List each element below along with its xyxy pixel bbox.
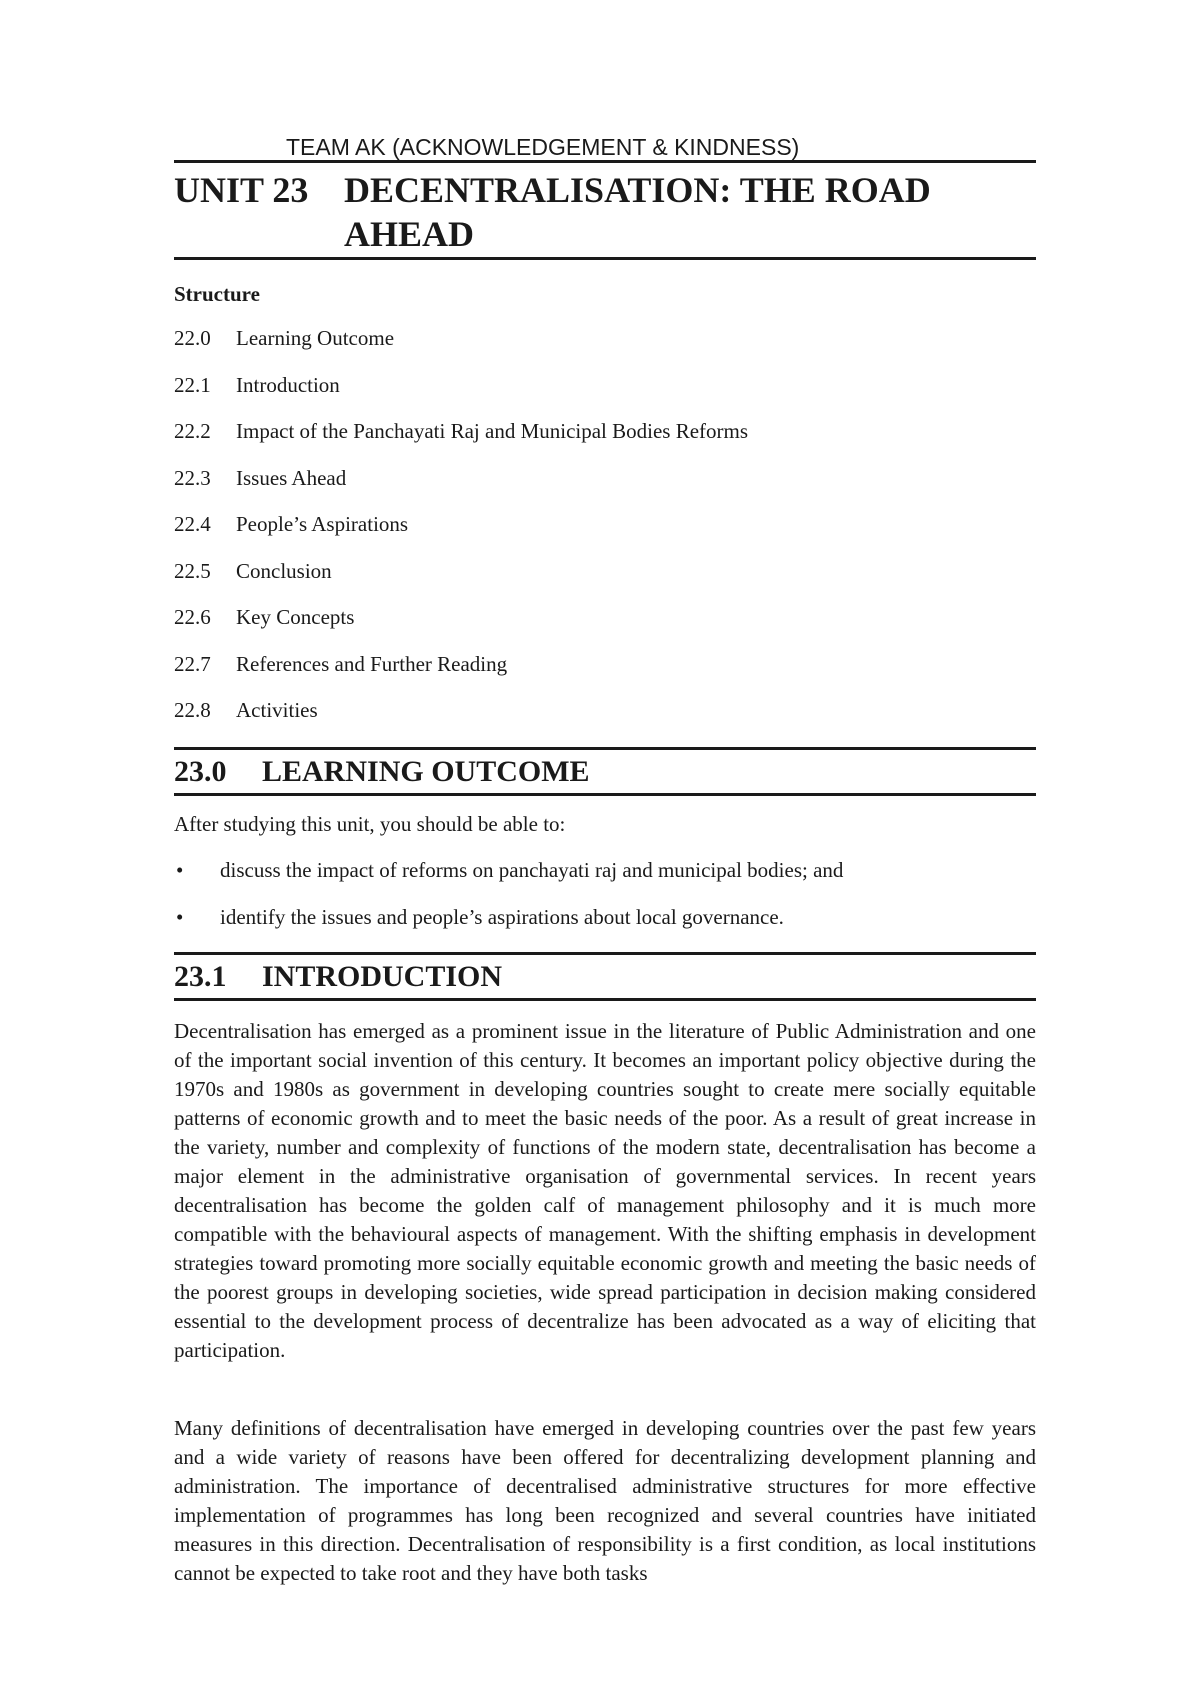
section-bottom-rule [174,793,1036,796]
structure-item-number: 22.2 [174,419,211,443]
section-title: INTRODUCTION [262,960,503,993]
section-top-rule [174,952,1036,955]
structure-heading: Structure [174,282,260,306]
introduction-paragraph: Many definitions of decentralisation have emerged in developing countries over the past few years and a wide variety of reasons have been offered for decentralizing development planning and administration. The importance of decentralised administrative structures for more effective implementation of programmes has long been recognized and several countries have initiated measures in this direction. Decentralisation of responsibility is a first condition, as local institutions cannot be expected to take root and they have both tasks [174,1416,1036,1585]
introduction-heading [174,958,502,996]
bullet-item: • identify the issues and people’s aspirations about local governance. [174,905,843,952]
structure-item [174,652,748,699]
structure-item-number: 22.1 [174,372,211,397]
section-number: 23.1 [174,960,227,993]
structure-item [174,512,748,559]
structure-item-number: 22.4 [174,512,211,536]
learning-outcome-bullets [174,858,843,952]
learning-outcome-intro: After studying this unit, you should be able to: [174,812,566,836]
structure-item [174,419,748,466]
structure-item-number: 22.0 [174,326,211,350]
structure-item-number: 22.3 [174,465,211,490]
structure-item-label: Conclusion [236,558,332,583]
structure-item-number: 22.7 [174,651,211,676]
learning-outcome-heading [174,753,590,791]
structure-item [174,466,748,513]
structure-item-label: Issues Ahead [236,465,347,490]
section-title: LEARNING OUTCOME [262,755,590,788]
section-top-rule [174,747,1036,750]
top-rule [174,160,1036,163]
structure-item [174,605,748,652]
structure-item-label: Activities [236,698,318,722]
bullet-item: • discuss the impact of reforms on panchayati raj and municipal bodies; and [174,858,843,905]
structure-item-number: 22.8 [174,698,211,722]
structure-list [174,326,748,745]
structure-item-label: Introduction [236,372,340,397]
structure-item-number: 22.5 [174,558,211,583]
structure-item-label: People’s Aspirations [236,512,409,536]
structure-item-label: Learning Outcome [236,326,395,350]
structure-item [174,698,748,745]
unit-number: UNIT 23 [174,170,309,210]
structure-item-number: 22.6 [174,605,211,629]
section-number: 23.0 [174,755,227,788]
introduction-paragraph: Decentralisation has emerged as a prominent issue in the literature of Public Administration and one of the important social invention of this century. It becomes an important policy objective during the 1970s and 1980s as government in developing countries sought to create mere socially equitable patterns of economic growth and to meet the basic needs of the poor. As a result of great increase in the variety, number and complexity of functions of the modern state, decentralisation has become a major element in the administrative organisation of governmental services. In recent years decentralisation has become the golden calf of management philosophy and it is much more compatible with the behavioural aspects of management. With the shifting emphasis in development strategies toward promoting more socially equitable economic growth and meeting the basic needs of the poorest groups in developing societies, wide spread participation in decision making considered essential to the development process of decentralize has been advocated as a way of eliciting that participation. [174,1019,1036,1362]
structure-item-label: Key Concepts [236,605,355,629]
structure-item-label: References and Further Reading [236,651,508,676]
unit-bottom-rule [174,257,1036,260]
structure-item [174,373,748,420]
structure-item-label: Impact of the Panchayati Raj and Municipal Bodies Reforms [236,419,749,443]
structure-item [174,559,748,606]
structure-item [174,326,748,373]
unit-title: DECENTRALISATION: THE ROAD AHEAD [344,170,931,254]
section-bottom-rule [174,998,1036,1001]
team-banner: TEAM AK (ACKNOWLEDGEMENT & KINDNESS) [286,134,800,160]
